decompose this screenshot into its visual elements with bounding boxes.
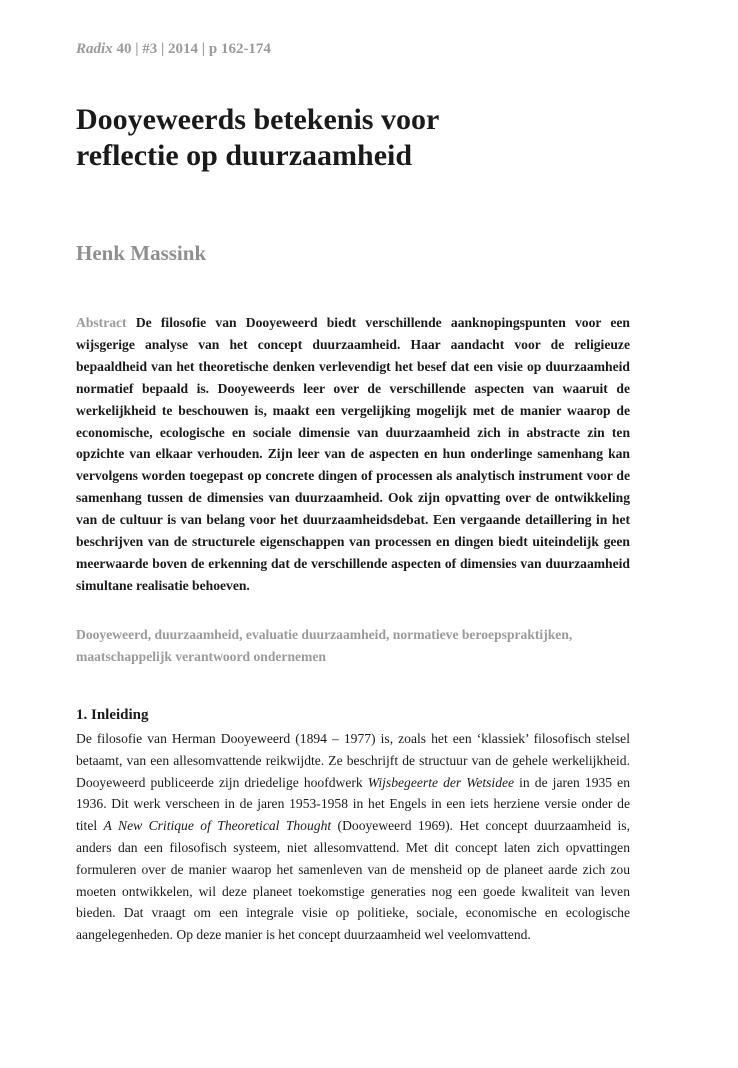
article-title-line-2: reflectie op duurzaamheid bbox=[76, 139, 413, 172]
book-title-new-critique: A New Critique of Theoretical Thought bbox=[103, 818, 332, 834]
article-title-line-1: Dooyeweerds betekenis voor bbox=[76, 103, 440, 136]
body-text-part-1: De filosofie van Herman Dooyeweerd (1894 – 1977) is, zoals het een ‘klassiek’ filosofisch stelsel betaamt, van een allesomvattende reikwijdte. Ze beschrijft de structuur van de gehele werkelijkheid. Dooyeweerd publiceerde zijn driedelige hoofdwerk bbox=[76, 731, 630, 790]
abstract bbox=[76, 312, 630, 597]
journal-issue-details: 40 | #3 | 2014 | p 162-174 bbox=[112, 41, 271, 57]
abstract-label: Abstract bbox=[76, 315, 127, 330]
section-heading: 1. Inleiding bbox=[76, 707, 149, 723]
running-header bbox=[76, 41, 271, 58]
body-text-part-2: in de jaren 1935 en 1936. Dit werk verscheen in de jaren 1953-1958 in het Engels in een iets herziene versie onder de titel bbox=[76, 774, 630, 834]
abstract-text: De filosofie van Dooyeweerd biedt verschillende aanknopingspunten voor een wijsgerige analyse van het concept duurzaamheid. Haar aandacht voor de religieuze bepaaldheid van het theoretische denken verlevendigt het besef dat een visie op duurzaamheid normatief bepaald is. Dooyeweerds leer over de verschillende aspecten van waaruit de werkelijkheid te beschouwen is, maakt een vergelijking mogelijk met de manier waarop de economische, ecologische en sociale dimensie van duurzaamheid zich in abstracte zin ten opzichte van elkaar verhouden. Zijn leer van de aspecten en hun onderlinge samenhang kan vervolgens worden toegepast op concrete dingen of processen als analytisch instrument voor de samenhang tussen de dimensies van duurzaamheid. Ook zijn opvatting over de ontwikkeling van de cultuur is van belang voor het duurzaamheidsdebat. Een vergaande detaillering in het beschrijven van de structurele eigenschappen van processen en dingen biedt uiteindelijk geen meerwaarde boven de erkenning dat de verschillende aspecten of dimensies van duurzaamheid simultane realisatie behoeven. bbox=[76, 315, 630, 593]
book-title-wijsbegeerte: Wijsbegeerte der Wetsidee bbox=[367, 774, 515, 790]
body-text-part-3: (Dooyeweerd 1969). Het concept duurzaamheid is, anders dan een filosofisch systeem, niet allesomvattend. Met dit concept laten zich opvattingen formuleren over de manier waarop het samenleven van de mensheid op de planeet aarde zich zou moeten ontwikkelen, wil deze planeet toekomstige generaties nog een goede kwaliteit van leven bieden. Dat vraagt om een integrale visie op politieke, sociale, economische en ecologische aangelegenheden. Op deze manier is het concept duurzaamheid wel veelomvattend. bbox=[76, 818, 630, 943]
body-paragraph bbox=[76, 728, 630, 946]
keywords: Dooyeweerd, duurzaamheid, evaluatie duurzaamheid, normatieve beroepspraktijken, maatschappelijk verantwoord ondernemen bbox=[76, 627, 573, 664]
journal-name: Radix bbox=[76, 41, 113, 57]
article-title bbox=[76, 102, 630, 174]
author-name: Henk Massink bbox=[76, 241, 207, 265]
